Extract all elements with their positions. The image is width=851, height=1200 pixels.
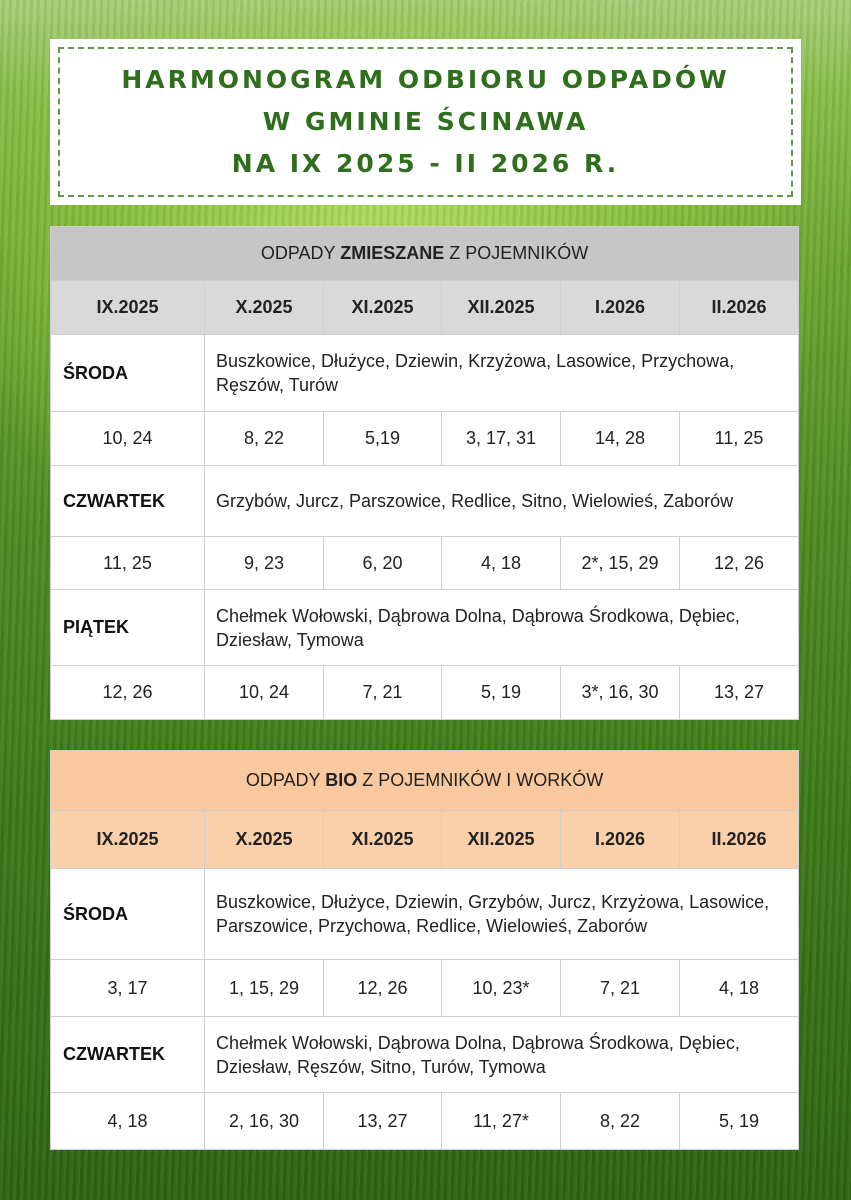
date-cell: 2*, 15, 29 <box>561 537 680 590</box>
date-cell: 4, 18 <box>680 960 799 1017</box>
date-cell: 6, 20 <box>324 537 442 590</box>
weekday-label: CZWARTEK <box>51 466 205 537</box>
bio-dates-row <box>51 1093 799 1150</box>
date-cell: 10, 24 <box>205 666 324 720</box>
month-header: XII.2025 <box>442 281 561 335</box>
month-header: X.2025 <box>205 811 324 869</box>
bio-group-row <box>51 869 799 960</box>
bio-dates-row <box>51 960 799 1017</box>
title-line-1: HARMONOGRAM ODBIORU ODPADÓW <box>121 65 730 94</box>
weekday-label: CZWARTEK <box>51 1017 205 1093</box>
month-header: XI.2025 <box>324 811 442 869</box>
date-cell: 5,19 <box>324 412 442 466</box>
month-header: XI.2025 <box>324 281 442 335</box>
weekday-label: ŚRODA <box>51 869 205 960</box>
date-cell: 10, 23* <box>442 960 561 1017</box>
title-panel <box>50 39 801 205</box>
date-cell: 2, 16, 30 <box>205 1093 324 1150</box>
date-cell: 12, 26 <box>680 537 799 590</box>
date-cell: 10, 24 <box>51 412 205 466</box>
date-cell: 1, 15, 29 <box>205 960 324 1017</box>
date-cell: 11, 27* <box>442 1093 561 1150</box>
mixed-group-row <box>51 590 799 666</box>
date-cell: 12, 26 <box>324 960 442 1017</box>
date-cell: 8, 22 <box>561 1093 680 1150</box>
title-frame <box>58 47 793 197</box>
bio-caption: ODPADY BIO Z POJEMNIKÓW I WORKÓW <box>51 751 799 811</box>
mixed-group-row <box>51 335 799 412</box>
month-header: II.2026 <box>680 281 799 335</box>
mixed-waste-table <box>50 226 799 720</box>
date-cell: 4, 18 <box>51 1093 205 1150</box>
mixed-caption: ODPADY ZMIESZANE Z POJEMNIKÓW <box>51 227 799 281</box>
bio-group-row <box>51 1017 799 1093</box>
date-cell: 8, 22 <box>205 412 324 466</box>
mixed-dates-row <box>51 666 799 720</box>
title-line-2: W GMINIE ŚCINAWA <box>262 107 589 136</box>
date-cell: 4, 18 <box>442 537 561 590</box>
date-cell: 7, 21 <box>561 960 680 1017</box>
date-cell: 13, 27 <box>680 666 799 720</box>
month-header: IX.2025 <box>51 811 205 869</box>
mixed-month-header-row <box>51 281 799 335</box>
date-cell: 5, 19 <box>442 666 561 720</box>
mixed-dates-row <box>51 412 799 466</box>
weekday-label: PIĄTEK <box>51 590 205 666</box>
mixed-group-row <box>51 466 799 537</box>
date-cell: 5, 19 <box>680 1093 799 1150</box>
date-cell: 11, 25 <box>680 412 799 466</box>
date-cell: 3, 17 <box>51 960 205 1017</box>
bio-waste-table <box>50 750 799 1150</box>
date-cell: 9, 23 <box>205 537 324 590</box>
date-cell: 12, 26 <box>51 666 205 720</box>
date-cell: 14, 28 <box>561 412 680 466</box>
title-line-3: NA IX 2025 - II 2026 R. <box>231 149 620 178</box>
month-header: II.2026 <box>680 811 799 869</box>
month-header: X.2025 <box>205 281 324 335</box>
date-cell: 3, 17, 31 <box>442 412 561 466</box>
village-list: Chełmek Wołowski, Dąbrowa Dolna, Dąbrowa Środkowa, Dębiec, Dziesław, Ręszów, Sitno, Turów, Tymowa <box>205 1017 799 1093</box>
date-cell: 7, 21 <box>324 666 442 720</box>
month-header: IX.2025 <box>51 281 205 335</box>
bio-month-header-row <box>51 811 799 869</box>
month-header: I.2026 <box>561 281 680 335</box>
month-header: I.2026 <box>561 811 680 869</box>
village-list: Chełmek Wołowski, Dąbrowa Dolna, Dąbrowa Środkowa, Dębiec, Dziesław, Tymowa <box>205 590 799 666</box>
weekday-label: ŚRODA <box>51 335 205 412</box>
village-list: Grzybów, Jurcz, Parszowice, Redlice, Sitno, Wielowieś, Zaborów <box>205 466 799 537</box>
date-cell: 11, 25 <box>51 537 205 590</box>
date-cell: 13, 27 <box>324 1093 442 1150</box>
village-list: Buszkowice, Dłużyce, Dziewin, Krzyżowa, Lasowice, Przychowa, Ręszów, Turów <box>205 335 799 412</box>
mixed-dates-row <box>51 537 799 590</box>
village-list: Buszkowice, Dłużyce, Dziewin, Grzybów, Jurcz, Krzyżowa, Lasowice, Parszowice, Przychowa, Redlice, Wielowieś, Zaborów <box>205 869 799 960</box>
date-cell: 3*, 16, 30 <box>561 666 680 720</box>
month-header: XII.2025 <box>442 811 561 869</box>
